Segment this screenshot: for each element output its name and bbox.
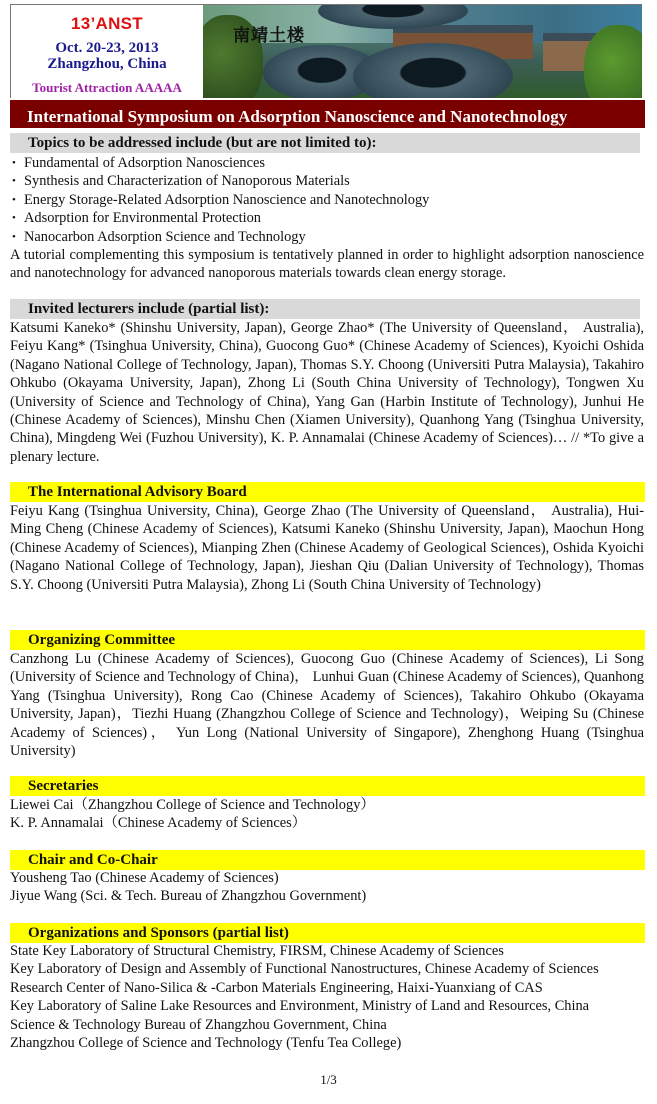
chair-item: Jiyue Wang (Sci. & Tech. Bureau of Zhangzhou Government) (10, 888, 367, 905)
advisory-board-text: Feiyu Kang (Tsinghua University, China), George Zhao (The University of Queensland， Australia), Hui-Ming Cheng (Chinese Academy of Sciences), Katsumi Kaneko (Shinshu University, Japan), Maochun Hong (Chinese Academy of Sciences), Mianping Zhen (Chinese Academy of Geological Sciences), Oshida Kyoichi (Nagano National College of Technology, Japan), Jieshan Qiu (Dalian University of Technology), Thomas S.Y. Choong (Universiti Putra Malaysia), Zhong Li (South China University of Technology) (10, 503, 644, 593)
topic-item: • Nanocarbon Adsorption Science and Technology (12, 228, 429, 246)
sponsor-item: Key Laboratory of Design and Assembly of Functional Nanostructures, Chinese Academy of Sciences (10, 961, 599, 978)
conference-tagline: Tourist Attraction AAAAA (32, 80, 182, 95)
chairs-list (10, 869, 366, 906)
sponsors-list (10, 942, 599, 1052)
topic-item: • Fundamental of Adsorption Nanosciences (12, 154, 429, 172)
chairs-heading: Chair and Co-Chair (10, 850, 645, 870)
topics-list (12, 154, 429, 246)
secretaries-heading: Secretaries (10, 776, 645, 796)
symposium-title-banner: International Symposium on Adsorption Nanoscience and Nanotechnology (10, 100, 645, 128)
page-number: 1/3 (320, 1072, 337, 1087)
lecturers-text: Katsumi Kaneko* (Shinshu University, Japan), George Zhao* (The University of Queensland， Australia), Feiyu Kang* (Tsinghua University, China), Guocong Guo* (Chinese Academy of Sciences), Kyoichi Oshida (Nagano National College of Technology, Japan), Thomas S.Y. Choong (Universiti Putra Malaysia), Takahiro Ohkubo (Okayama University, Japan), Zhong Li (South China University of Technology), Tongwen Xu (University of Science and Technology of China), Yang Gan (Harbin Institute of Technology), Junhui He (Chinese Academy of Sciences), Minshu Chen (Xiamen University), Quanhong Yang (Tsinghua University, China), Mingdeng Wei (Fuzhou University), K. P. Annamalai (Chinese Academy of Sciences)… // *To give a plenary lecture. (10, 320, 644, 465)
sponsor-item: Zhangzhou College of Science and Technology (Tenfu Tea College) (10, 1035, 402, 1052)
conference-location: Zhangzhou, China (47, 56, 167, 72)
topic-item: • Energy Storage-Related Adsorption Nanoscience and Nanotechnology (12, 191, 429, 209)
sponsors-heading: Organizations and Sponsors (partial list) (10, 923, 645, 943)
organizing-committee-text: Canzhong Lu (Chinese Academy of Sciences), Guocong Guo (Chinese Academy of Sciences), Li Song (University of Science and Technology of China)， Lunhui Guan (Chinese Academy of Sciences), Quanhong Yang (Tsinghua University), Rong Cao (Chinese Academy of Sciences), Takahiro Ohkubo (Okayama University, Japan)，Tiezhi Huang (Zhangzhou College of Science and Technology)，Weiping Su (Chinese Academy of Sciences)， Yun Long (National University of Singapore), Zhenghong Huang (Tsinghua University) (10, 651, 644, 760)
tulou-photo (203, 5, 642, 98)
conference-code: 13’ANST (70, 14, 143, 33)
topics-heading: Topics to be addressed include (but are not limited to): (10, 133, 640, 153)
sponsor-item: Research Center of Nano-Silica & -Carbon Materials Engineering, Haixi-Yuanxiang of CAS (10, 979, 543, 996)
sponsor-item: State Key Laboratory of Structural Chemistry, FIRSM, Chinese Academy of Sciences (10, 943, 504, 959)
conference-dates: Oct. 20-23, 2013 (55, 40, 159, 56)
conference-info (11, 5, 203, 98)
lecturers-heading: Invited lecturers include (partial list): (10, 299, 640, 319)
secretary-item: Liewei Cai（Zhangzhou College of Science and Technology） (10, 797, 375, 813)
secretary-item: K. P. Annamalai（Chinese Academy of Sciences） (10, 815, 307, 832)
secretaries-list (10, 796, 375, 833)
organizing-committee-heading: Organizing Committee (10, 630, 645, 650)
tutorial-note: A tutorial complementing this symposium is tentatively planned in order to highlight adsorption nanoscience and nanotechnology for advanced nanoporous materials towards clean energy storage. (10, 247, 644, 282)
photo-calligraphy: 南靖土楼 (233, 26, 305, 46)
chair-item: Yousheng Tao (Chinese Academy of Sciences) (10, 870, 279, 886)
conference-header (10, 4, 642, 98)
topic-item: • Adsorption for Environmental Protection (12, 209, 429, 227)
sponsor-item: Science & Technology Bureau of Zhangzhou Government, China (10, 1016, 387, 1033)
sponsor-item: Key Laboratory of Saline Lake Resources and Environment, Ministry of Land and Resources, China (10, 998, 590, 1015)
topic-item: • Synthesis and Characterization of Nanoporous Materials (12, 172, 429, 190)
advisory-board-heading: The International Advisory Board (10, 482, 645, 502)
